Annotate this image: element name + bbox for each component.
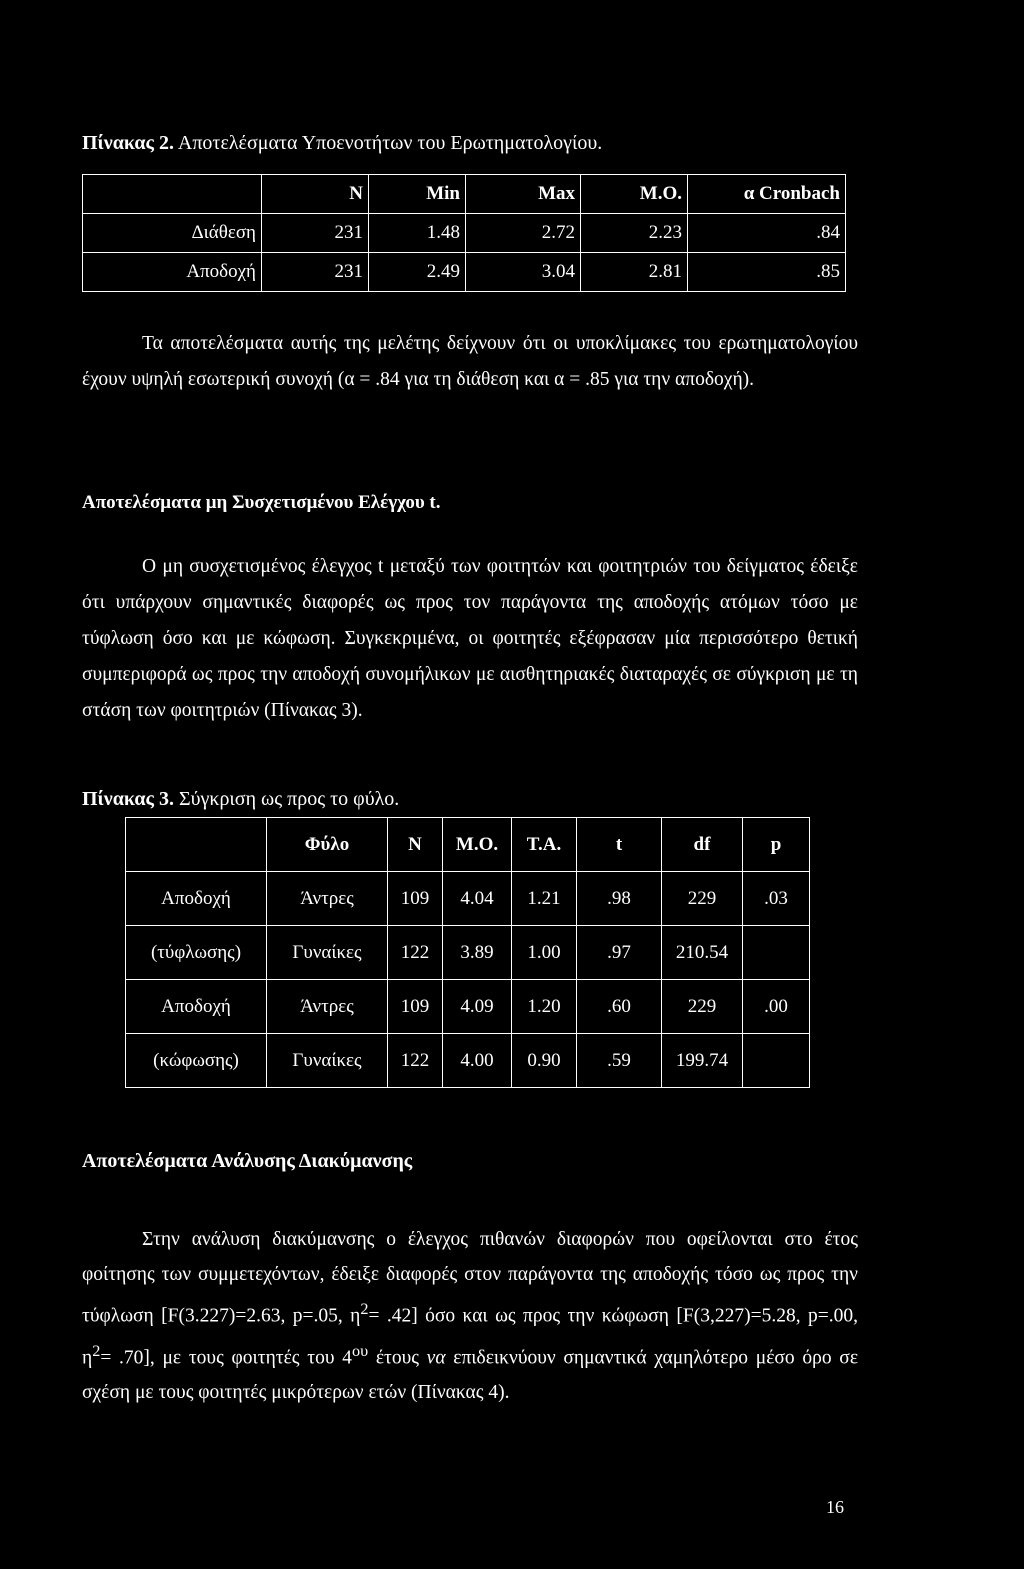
table2-cell: Διάθεση [83,214,262,253]
table-row [83,214,846,253]
table3-cell: .00 [743,980,810,1034]
table3-cell: .60 [577,980,662,1034]
paragraph-1: Τα αποτελέσματα αυτής της μελέτης δείχνουν ότι οι υποκλίμακες του ερωτηματολογίου έχουν υψηλή εσωτερική συνοχή (α = .84 για τη διάθεση και α = .85 για την αποδοχή). [82,333,858,390]
table2-header-cell [83,175,262,214]
table3-header-cell: t [577,818,662,872]
table3-cell [743,1034,810,1088]
table3-cell: .97 [577,926,662,980]
table3-cell: 229 [662,872,743,926]
table2-caption-label: Πίνακας 2. [82,132,174,154]
table3-cell: Άντρες [267,980,388,1034]
table3-cell: (κώφωσης) [126,1034,267,1088]
table3-cell: 199.74 [662,1034,743,1088]
table3-cell: .03 [743,872,810,926]
table2-cell: 2.23 [581,214,688,253]
table2-cell: 1.48 [369,214,466,253]
superscript: 2 [92,1341,101,1360]
table3-caption-label: Πίνακας 3. [82,788,174,810]
table3-cell: Γυναίκες [267,926,388,980]
table3-cell: 4.04 [443,872,512,926]
paragraph-2: Ο μη συσχετισμένος έλεγχος t μεταξύ των φοιτητών και φοιτητριών του δείγματος έδειξε ότι υπάρχουν σημαντικές διαφορές ως προς τον παράγοντα της αποδοχής ατόμων τόσο με τύφλωση όσο και με κώφωση. Συγκεκριμένα, οι φοιτητές εξέφρασαν μία περισσότερο θετική συμπεριφορά ως προς την αποδοχή συνομήλικων με αισθητηριακές διαταραχές σε σύγκριση με τη στάση των φοιτητριών (Πίνακας 3). [82,556,858,721]
paragraph-3-text: = .42] όσο και ως προς την κώφωση [F(3,227)=5.28, p=.00, η [82,1305,859,1368]
table3-cell: 109 [388,980,443,1034]
table3-cell: Αποδοχή [126,980,267,1034]
paragraph-3 [82,1222,858,1410]
table2-caption [82,132,602,155]
table3-cell: 1.00 [512,926,577,980]
table2 [82,174,846,292]
superscript: ου [351,1341,369,1360]
section-heading-t-test: Αποτελέσματα μη Συσχετισμένου Ελέγχου t. [82,492,441,513]
table3-cell: 1.20 [512,980,577,1034]
table3-cell: (τύφλωσης) [126,926,267,980]
table3-cell: 3.89 [443,926,512,980]
table3-header-cell: df [662,818,743,872]
table3-cell: 122 [388,926,443,980]
table3-header-cell [126,818,267,872]
table3-cell [743,926,810,980]
paragraph-3-text: έτους [368,1347,427,1368]
table3-header-cell: Φύλο [267,818,388,872]
table2-caption-text: Αποτελέσματα Υποενοτήτων του Ερωτηματολογίου. [173,132,603,154]
paragraph-3-text: Στην ανάλυση διακύμανσης ο έλεγχος πιθανών διαφορών που οφείλονται στο έτος φοίτησης των συμμετεχόντων, έδειξε διαφορές στον παράγοντα της αποδοχής τόσο ως προς την τύφλωση [F(3.227)=2.63, p=.05, η [82,1229,858,1327]
table2-cell: 2.81 [581,253,688,292]
table2-cell: .85 [688,253,846,292]
table-row [126,1034,810,1088]
table2-header-cell: M.O. [581,175,688,214]
table2-header-cell: N [262,175,369,214]
table2-cell: .84 [688,214,846,253]
table-row [126,872,810,926]
table3-cell: 1.21 [512,872,577,926]
table2-cell: 2.72 [466,214,581,253]
table2-header-cell: Min [369,175,466,214]
table3-cell: Γυναίκες [267,1034,388,1088]
paragraph-3-text: επιδεικνύουν σημαντικά χαμηλότερο μέσο όρο σε σχέση με τους φοιτητές μικρότερων ετών (Πίνακας 4). [82,1347,859,1403]
table3-header-cell: p [743,818,810,872]
table2-cell: 231 [262,253,369,292]
page-number: 16 [826,1497,844,1517]
table3-cell: 210.54 [662,926,743,980]
table2-header-cell: Max [466,175,581,214]
table3-cell: .98 [577,872,662,926]
table2-cell: 231 [262,214,369,253]
table2-cell: 3.04 [466,253,581,292]
table3-header-cell: N [388,818,443,872]
table3-cell: 4.00 [443,1034,512,1088]
table3-cell: 122 [388,1034,443,1088]
paragraph-3-text: = .70], με τους φοιτητές του 4 [100,1347,352,1368]
table-row [126,926,810,980]
table3-cell: 0.90 [512,1034,577,1088]
paragraph-3-italic: να [426,1347,446,1368]
table3-cell: Άντρες [267,872,388,926]
table3-cell: 229 [662,980,743,1034]
table-row [126,980,810,1034]
table3-header-cell: M.O. [443,818,512,872]
table3 [125,817,810,1088]
table3-cell: 109 [388,872,443,926]
table3-cell: Αποδοχή [126,872,267,926]
superscript: 2 [360,1300,369,1318]
table3-header-row [126,818,810,872]
table3-caption-text: Σύγκριση ως προς το φύλο. [173,788,400,810]
table-row [83,253,846,292]
section-heading-anova: Αποτελέσματα Ανάλυσης Διακύμανσης [82,1150,413,1172]
table3-cell: 4.09 [443,980,512,1034]
table2-header-cell: α Cronbach [688,175,846,214]
table3-header-cell: T.A. [512,818,577,872]
table2-cell: 2.49 [369,253,466,292]
table2-cell: Αποδοχή [83,253,262,292]
table3-caption [82,788,399,811]
table3-cell: .59 [577,1034,662,1088]
table2-header-row [83,175,846,214]
